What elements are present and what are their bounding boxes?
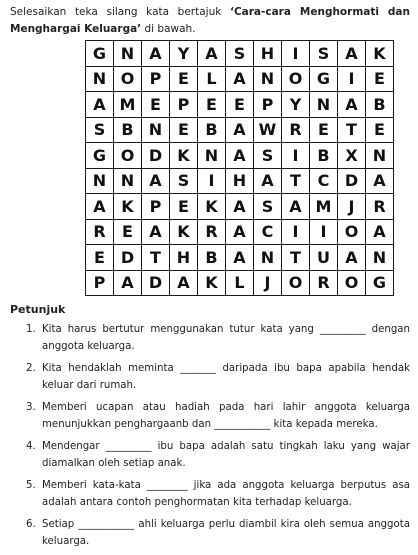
grid-cell[interactable]: I: [310, 219, 338, 245]
grid-row: [86, 66, 394, 92]
puzzle-title: ‘Cara-cara Menghormati dan Menghargai Keluarga’: [10, 6, 410, 35]
grid-cell[interactable]: A: [170, 270, 198, 296]
clue-text: Setiap ___________ ahli keluarga perlu diambil kira oleh semua anggota keluarga.: [42, 519, 410, 547]
grid-cell[interactable]: N: [254, 66, 282, 92]
grid-cell[interactable]: S: [170, 168, 198, 194]
grid-cell[interactable]: A: [226, 117, 254, 143]
grid-cell[interactable]: A: [226, 245, 254, 271]
grid-cell[interactable]: B: [310, 143, 338, 169]
grid-cell[interactable]: P: [142, 66, 170, 92]
grid-cell[interactable]: K: [198, 194, 226, 220]
clue-number: 5.: [26, 480, 36, 491]
grid-cell[interactable]: D: [338, 168, 366, 194]
clue-item: [26, 399, 410, 433]
grid-cell[interactable]: H: [170, 245, 198, 271]
grid-cell[interactable]: D: [142, 270, 170, 296]
grid-cell[interactable]: R: [198, 219, 226, 245]
grid-cell[interactable]: J: [338, 194, 366, 220]
grid-cell[interactable]: G: [310, 66, 338, 92]
grid-cell[interactable]: B: [114, 117, 142, 143]
clue-item: [26, 360, 410, 394]
grid-cell[interactable]: A: [338, 245, 366, 271]
grid-cell[interactable]: R: [366, 194, 394, 220]
grid-row: [86, 245, 394, 271]
word-search-grid: [85, 40, 394, 296]
grid-row: [86, 92, 394, 118]
grid-cell[interactable]: S: [310, 41, 338, 67]
grid-cell[interactable]: R: [310, 270, 338, 296]
grid-cell[interactable]: N: [86, 168, 114, 194]
grid-cell[interactable]: P: [170, 92, 198, 118]
grid-cell[interactable]: S: [254, 143, 282, 169]
grid-row: [86, 219, 394, 245]
grid-cell[interactable]: U: [310, 245, 338, 271]
grid-row: [86, 194, 394, 220]
grid-cell[interactable]: A: [142, 168, 170, 194]
clue-text: Kita harus bertutur menggunakan tutur kata yang _________ dengan anggota keluarga.: [42, 324, 410, 352]
grid-cell[interactable]: H: [226, 168, 254, 194]
grid-cell[interactable]: E: [142, 92, 170, 118]
clue-text: Mendengar _________ ibu bapa adalah satu tingkah laku yang wajar diamalkan oleh setiap anak.: [42, 441, 410, 469]
grid-cell[interactable]: I: [338, 66, 366, 92]
grid-cell[interactable]: D: [114, 245, 142, 271]
grid-cell[interactable]: G: [86, 41, 114, 67]
grid-cell[interactable]: S: [254, 194, 282, 220]
intro-paragraph: [10, 4, 410, 38]
grid-cell[interactable]: E: [226, 92, 254, 118]
instructions-heading: Petunjuk: [10, 303, 66, 316]
grid-cell[interactable]: E: [366, 66, 394, 92]
grid-cell[interactable]: P: [142, 194, 170, 220]
grid-cell[interactable]: A: [226, 219, 254, 245]
clue-text: Kita hendaklah meminta _______ daripada ibu bapa apabila hendak keluar dari rumah.: [42, 363, 410, 391]
grid-cell[interactable]: N: [254, 245, 282, 271]
grid-cell[interactable]: E: [366, 117, 394, 143]
word-search-grid-body: [86, 41, 394, 296]
intro-text-before: Selesaikan teka silang kata bertajuk: [10, 6, 230, 18]
grid-cell[interactable]: A: [338, 41, 366, 67]
grid-cell[interactable]: C: [254, 219, 282, 245]
grid-cell[interactable]: M: [310, 194, 338, 220]
grid-cell[interactable]: N: [86, 66, 114, 92]
grid-cell[interactable]: K: [170, 143, 198, 169]
grid-cell[interactable]: I: [282, 143, 310, 169]
grid-cell[interactable]: A: [226, 66, 254, 92]
grid-cell[interactable]: W: [254, 117, 282, 143]
grid-cell[interactable]: J: [254, 270, 282, 296]
clue-item: [26, 516, 410, 550]
clue-list: [26, 321, 410, 555]
grid-row: [86, 168, 394, 194]
grid-cell[interactable]: K: [366, 41, 394, 67]
grid-cell[interactable]: E: [198, 92, 226, 118]
grid-cell[interactable]: O: [338, 270, 366, 296]
grid-cell[interactable]: K: [170, 219, 198, 245]
grid-cell[interactable]: R: [282, 117, 310, 143]
clue-text: Memberi ucapan atau hadiah pada hari lahir anggota keluarga menunjukkan penghargaanb dan ___________ kita kepada mereka.: [42, 402, 410, 430]
grid-cell[interactable]: C: [310, 168, 338, 194]
grid-cell[interactable]: E: [310, 117, 338, 143]
grid-cell[interactable]: K: [198, 270, 226, 296]
grid-cell[interactable]: S: [86, 117, 114, 143]
grid-cell[interactable]: D: [142, 143, 170, 169]
grid-cell[interactable]: N: [366, 143, 394, 169]
grid-cell[interactable]: A: [142, 219, 170, 245]
grid-cell[interactable]: X: [338, 143, 366, 169]
grid-cell[interactable]: E: [86, 245, 114, 271]
grid-cell[interactable]: T: [282, 168, 310, 194]
grid-cell[interactable]: M: [114, 92, 142, 118]
grid-cell[interactable]: G: [86, 143, 114, 169]
grid-cell[interactable]: K: [114, 194, 142, 220]
grid-cell[interactable]: N: [198, 143, 226, 169]
clue-item: [26, 477, 410, 511]
grid-cell[interactable]: A: [282, 194, 310, 220]
grid-cell[interactable]: A: [366, 168, 394, 194]
grid-cell[interactable]: E: [170, 66, 198, 92]
grid-cell[interactable]: L: [226, 270, 254, 296]
clue-number: 4.: [26, 441, 36, 452]
clue-number: 3.: [26, 402, 36, 413]
grid-cell[interactable]: A: [198, 41, 226, 67]
grid-cell[interactable]: A: [86, 92, 114, 118]
grid-cell[interactable]: O: [114, 66, 142, 92]
grid-cell[interactable]: L: [198, 66, 226, 92]
grid-cell[interactable]: E: [170, 194, 198, 220]
grid-cell[interactable]: I: [282, 41, 310, 67]
grid-cell[interactable]: N: [366, 245, 394, 271]
grid-cell[interactable]: A: [366, 219, 394, 245]
grid-cell[interactable]: S: [226, 41, 254, 67]
clue-text: Memberi kata-kata ________ jika ada anggota keluarga berputus asa adalah antara contoh penghormatan kita terhadap keluarga.: [42, 480, 410, 508]
clue-item: [26, 321, 410, 355]
grid-cell[interactable]: G: [366, 270, 394, 296]
clue-number: 1.: [26, 324, 36, 335]
grid-cell[interactable]: T: [338, 117, 366, 143]
grid-cell[interactable]: P: [86, 270, 114, 296]
grid-cell[interactable]: B: [198, 117, 226, 143]
grid-cell[interactable]: R: [86, 219, 114, 245]
grid-cell[interactable]: O: [282, 66, 310, 92]
grid-cell[interactable]: A: [254, 168, 282, 194]
grid-row: [86, 270, 394, 296]
grid-cell[interactable]: A: [142, 41, 170, 67]
grid-cell[interactable]: T: [142, 245, 170, 271]
grid-cell[interactable]: H: [254, 41, 282, 67]
grid-cell[interactable]: E: [114, 219, 142, 245]
grid-cell[interactable]: N: [310, 92, 338, 118]
grid-cell[interactable]: A: [114, 270, 142, 296]
grid-cell[interactable]: P: [254, 92, 282, 118]
grid-cell[interactable]: Y: [282, 92, 310, 118]
grid-cell[interactable]: O: [282, 270, 310, 296]
grid-cell[interactable]: B: [366, 92, 394, 118]
grid-cell[interactable]: O: [114, 143, 142, 169]
clue-item: [26, 438, 410, 472]
grid-cell[interactable]: N: [114, 41, 142, 67]
clue-number: 6.: [26, 519, 36, 530]
grid-cell[interactable]: O: [338, 219, 366, 245]
grid-cell[interactable]: E: [170, 117, 198, 143]
grid-cell[interactable]: A: [338, 92, 366, 118]
grid-row: [86, 117, 394, 143]
grid-cell[interactable]: Y: [170, 41, 198, 67]
grid-cell[interactable]: B: [198, 245, 226, 271]
grid-cell[interactable]: T: [282, 245, 310, 271]
grid-cell[interactable]: N: [142, 117, 170, 143]
grid-row: [86, 41, 394, 67]
grid-cell[interactable]: A: [226, 143, 254, 169]
intro-text-after: di bawah.: [141, 23, 196, 35]
grid-row: [86, 143, 394, 169]
clue-number: 2.: [26, 363, 36, 374]
grid-cell[interactable]: A: [226, 194, 254, 220]
grid-cell[interactable]: I: [282, 219, 310, 245]
grid-cell[interactable]: I: [198, 168, 226, 194]
grid-cell[interactable]: N: [114, 168, 142, 194]
grid-cell[interactable]: A: [86, 194, 114, 220]
